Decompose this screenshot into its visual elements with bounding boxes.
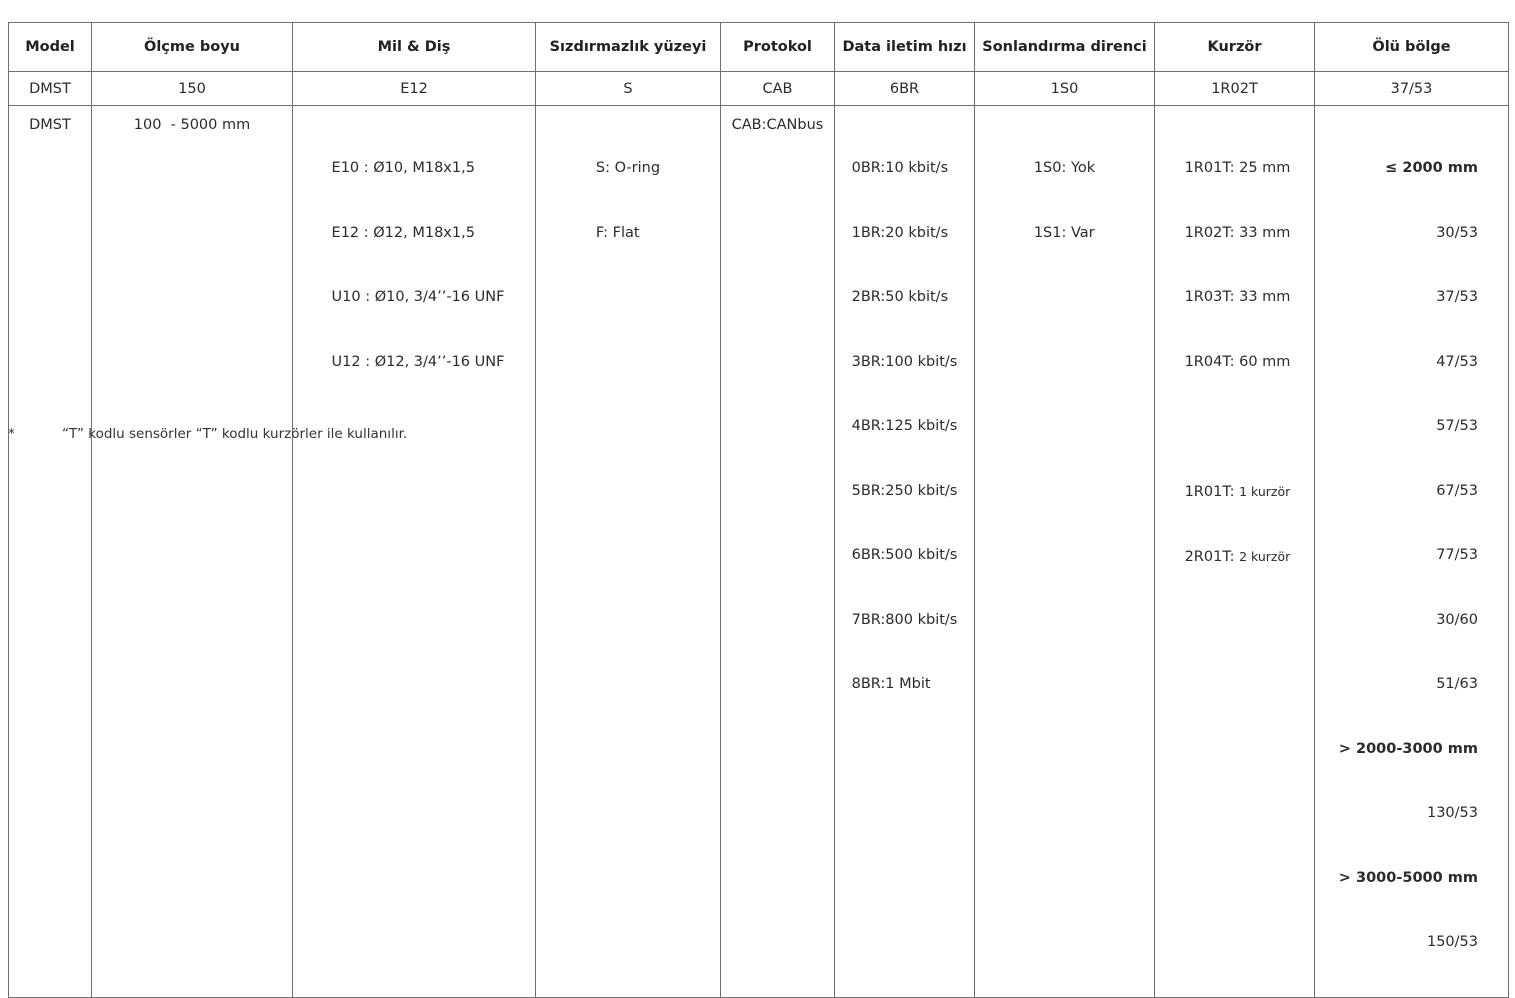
list-item: 150/53: [1426, 934, 1478, 950]
options-sonlandirma: [975, 106, 1155, 998]
list-item: 47/53: [1436, 353, 1478, 370]
code-protokol: CAB: [721, 72, 835, 106]
list-item: 5BR:250 kbit/s: [851, 482, 958, 499]
options-olcme-boyu-text: 100 - 5000 mm: [133, 117, 251, 133]
kurzor-count-code: 2R01T:: [1184, 549, 1235, 565]
options-protokol-text: CAB:CANbus: [731, 117, 824, 133]
list-item: 51/63: [1436, 676, 1478, 692]
header-mil-dis: Mil & Diş: [293, 23, 536, 72]
options-data-hizi: [835, 106, 975, 998]
list-item: F: Flat: [595, 224, 640, 241]
kurzor-count-label: 1 kurzör: [1239, 483, 1291, 499]
list-item: 1R01T: 25 mm: [1184, 160, 1291, 176]
list-item: 1R03T: 33 mm: [1184, 289, 1291, 305]
options-model: [9, 106, 92, 998]
list-item: [1185, 546, 1291, 569]
code-sonlandirma: 1S0: [975, 72, 1155, 106]
list-item: 7BR:800 kbit/s: [851, 611, 958, 628]
code-data-hizi: 6BR: [835, 72, 975, 106]
range-heading: ≤ 2000 mm: [1385, 160, 1478, 176]
footnote: [8, 426, 407, 442]
range-heading: > 3000-5000 mm: [1338, 869, 1478, 886]
header-protokol: Protokol: [721, 23, 835, 72]
list-item: 1R04T: 60 mm: [1184, 353, 1291, 370]
list-item: S: O-ring: [595, 160, 661, 176]
list-item: 1R02T: 33 mm: [1184, 224, 1291, 241]
options-olcme-boyu: [92, 106, 293, 998]
footnote-text: “T” kodlu sensörler “T” kodlu kurzörler ile kullanılır.: [62, 426, 408, 442]
list-item: 1S1: Var: [1033, 224, 1095, 241]
list-item: 1BR:20 kbit/s: [851, 224, 949, 241]
header-sizdirmazlik: Sızdırmazlık yüzeyi: [536, 23, 721, 72]
table-header-row: [9, 23, 1509, 72]
header-data-hizi: Data iletim hızı: [835, 23, 975, 72]
header-model: Model: [9, 23, 92, 72]
options-sizdirmazlik: [536, 106, 721, 998]
options-protokol: [721, 106, 835, 998]
code-kurzor: 1R02T: [1155, 72, 1315, 106]
list-item: 30/53: [1436, 224, 1478, 241]
code-model: DMST: [9, 72, 92, 106]
list-item: U10 : Ø10, 3/4’’-16 UNF: [331, 289, 505, 305]
options-olu-bolge: [1315, 106, 1509, 998]
list-item: 8BR:1 Mbit: [851, 676, 931, 692]
list-item: 37/53: [1436, 289, 1478, 305]
list-item: E10 : Ø10, M18x1,5: [331, 160, 475, 176]
list-item: 0BR:10 kbit/s: [851, 160, 949, 176]
list-item: 6BR:500 kbit/s: [851, 547, 958, 563]
code-sizdirmazlik: S: [536, 72, 721, 106]
list-item: 30/60: [1436, 611, 1478, 628]
list-item: 2BR:50 kbit/s: [851, 289, 949, 305]
list-item: 1S0: Yok: [1033, 160, 1096, 176]
header-kurzor: Kurzör: [1155, 23, 1315, 72]
code-olcme-boyu: 150: [92, 72, 293, 106]
options-row: [9, 106, 1509, 998]
header-sonlandirma: Sonlandırma direnci: [975, 23, 1155, 72]
header-olcme-boyu: Ölçme boyu: [92, 23, 293, 72]
kurzor-count-code: 1R01T:: [1184, 483, 1235, 500]
example-code-row: [9, 72, 1509, 106]
code-mil-dis: E12: [293, 72, 536, 106]
options-kurzor: [1155, 106, 1315, 998]
list-item: 77/53: [1436, 547, 1478, 563]
options-mil-dis: [293, 106, 536, 998]
list-item: 130/53: [1426, 805, 1478, 821]
list-item: 57/53: [1436, 418, 1478, 434]
code-olu-bolge: 37/53: [1315, 72, 1509, 106]
list-item: 67/53: [1436, 482, 1478, 499]
options-model-text: DMST: [29, 117, 71, 133]
range-heading: > 2000-3000 mm: [1338, 740, 1478, 757]
list-item: 3BR:100 kbit/s: [851, 353, 958, 370]
footnote-marker: *: [8, 426, 15, 442]
kurzor-count-label: 2 kurzör: [1239, 549, 1291, 564]
list-item: U12 : Ø12, 3/4’’-16 UNF: [331, 353, 505, 370]
list-item: [1185, 481, 1291, 504]
header-olu-bolge: Ölü bölge: [1315, 23, 1509, 72]
list-item: E12 : Ø12, M18x1,5: [331, 224, 475, 241]
list-item: 4BR:125 kbit/s: [851, 418, 958, 434]
order-code-table: [8, 22, 1509, 998]
